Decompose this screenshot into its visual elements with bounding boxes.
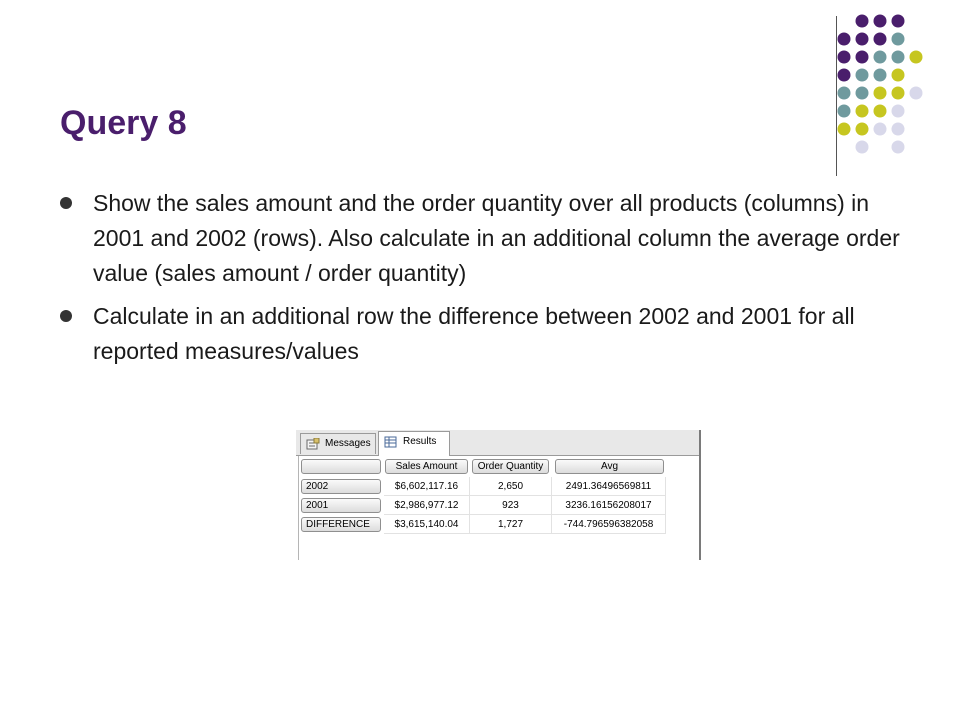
- decorative-dot: [856, 87, 869, 100]
- decorative-dot: [856, 69, 869, 82]
- bullet-item: [60, 186, 905, 291]
- results-frame-border: [699, 430, 701, 560]
- decorative-dot: [874, 69, 887, 82]
- table-cell[interactable]: $6,602,117.16: [384, 477, 470, 496]
- grid-icon: [384, 436, 398, 449]
- row-header[interactable]: 2002: [301, 479, 381, 494]
- decorative-dot: [856, 105, 869, 118]
- decorative-dot: [910, 87, 923, 100]
- table-cell[interactable]: 923: [470, 496, 552, 515]
- slide-title: Query 8: [60, 104, 187, 142]
- column-header-avg[interactable]: Avg: [555, 459, 664, 474]
- table-cell[interactable]: -744.796596382058: [552, 515, 666, 534]
- table-cell[interactable]: 3236.16156208017: [552, 496, 666, 515]
- decorative-dot: [838, 69, 851, 82]
- decorative-divider: [836, 16, 837, 176]
- decorative-dot: [856, 33, 869, 46]
- decorative-dot-pattern: [0, 0, 960, 200]
- table-cell[interactable]: 2,650: [470, 477, 552, 496]
- decorative-dot: [856, 15, 869, 28]
- tab-messages-label: Messages: [325, 438, 371, 449]
- decorative-dot: [838, 51, 851, 64]
- decorative-dot: [892, 69, 905, 82]
- decorative-dot: [838, 123, 851, 136]
- decorative-dot: [874, 105, 887, 118]
- column-header-order-quantity[interactable]: Order Quantity: [472, 459, 549, 474]
- decorative-dot: [892, 105, 905, 118]
- decorative-dot: [874, 51, 887, 64]
- decorative-dot: [892, 33, 905, 46]
- decorative-dot: [856, 51, 869, 64]
- decorative-dot: [892, 123, 905, 136]
- bullet-text: Show the sales amount and the order quantity over all products (columns) in 2001 and 2002 (rows). Also calculate in an additional column the average order value (sales amount / order quantity): [93, 190, 900, 286]
- results-frame-border: [298, 456, 299, 560]
- decorative-dot: [838, 87, 851, 100]
- tab-messages[interactable]: [300, 433, 376, 454]
- bullet-icon: [60, 197, 72, 209]
- row-header[interactable]: 2001: [301, 498, 381, 513]
- table-cell[interactable]: 2491.36496569811: [552, 477, 666, 496]
- decorative-dot: [874, 33, 887, 46]
- decorative-dot: [874, 15, 887, 28]
- table-cell[interactable]: $2,986,977.12: [384, 496, 470, 515]
- bullet-list: [60, 186, 905, 377]
- results-tab-bar: [296, 430, 701, 456]
- decorative-dot: [874, 87, 887, 100]
- decorative-dot: [892, 51, 905, 64]
- bullet-item: [60, 299, 905, 369]
- column-header-corner[interactable]: [301, 459, 381, 474]
- decorative-dot: [910, 51, 923, 64]
- decorative-dot: [892, 141, 905, 154]
- results-pane: [296, 430, 701, 560]
- decorative-dot: [856, 123, 869, 136]
- bullet-icon: [60, 310, 72, 322]
- tab-results-label: Results: [403, 436, 437, 447]
- row-header[interactable]: DIFFERENCE: [301, 517, 381, 532]
- table-cell[interactable]: $3,615,140.04: [384, 515, 470, 534]
- column-header-sales-amount[interactable]: Sales Amount: [385, 459, 468, 474]
- bullet-text: Calculate in an additional row the difference between 2002 and 2001 for all reported measures/values: [93, 303, 855, 364]
- decorative-dot: [838, 33, 851, 46]
- messages-icon: [306, 438, 320, 451]
- table-cell[interactable]: 1,727: [470, 515, 552, 534]
- decorative-dot: [874, 123, 887, 136]
- decorative-dot: [892, 87, 905, 100]
- decorative-dot: [856, 141, 869, 154]
- decorative-dot: [838, 105, 851, 118]
- decorative-dot: [892, 15, 905, 28]
- tab-results[interactable]: [378, 431, 450, 456]
